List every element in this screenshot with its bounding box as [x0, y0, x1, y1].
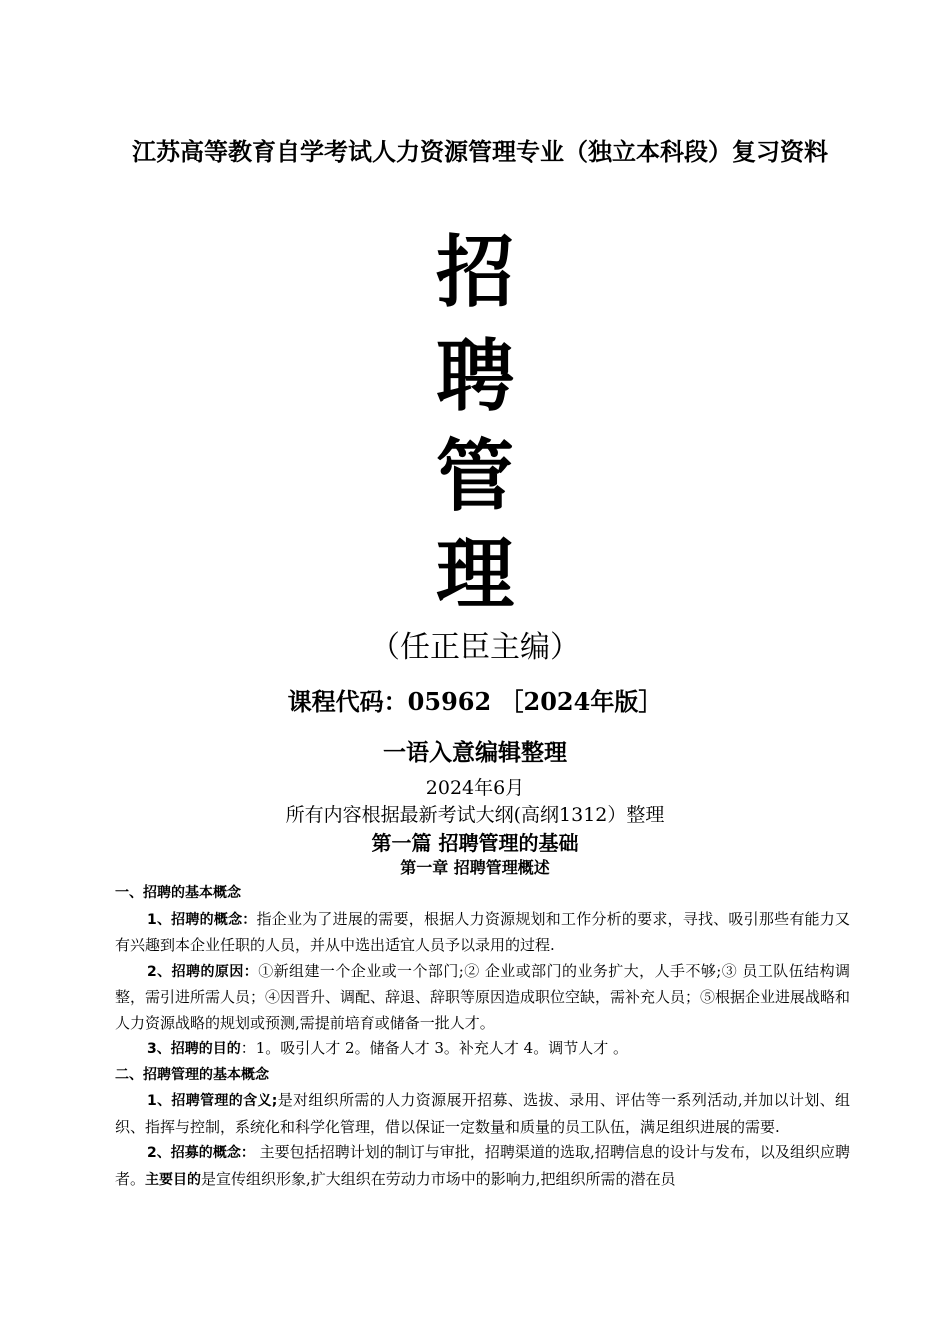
chapter-title: 第一章 招聘管理概述 — [400, 858, 550, 877]
term-label: 1、招聘管理的含义; — [147, 1093, 278, 1109]
big-title-char-2: 聘 — [435, 332, 514, 422]
term-label: 2、招聘的原因： — [147, 963, 259, 980]
big-title-char-4: 理 — [435, 530, 514, 620]
editor-line: （任正臣主编） — [370, 630, 580, 665]
term-text: 是对组织所需的人力资源展开招募、选拔、录用、评估等一系列活动,并加以计划、组织、指挥与控制，系统化和科学化管理，借以保证一定数量和质量的员工队伍，满足组织进展的需要. — [115, 1091, 850, 1136]
big-title-char-1: 招 — [435, 228, 514, 318]
section-heading: 一、招聘的基本概念 — [115, 885, 241, 901]
paragraph — [115, 959, 850, 1037]
syllabus-basis-line: 所有内容根据最新考试大纲(高纲1312）整理 — [285, 804, 665, 826]
course-code: 课程代码：05962 ［2024年版］ — [287, 687, 663, 716]
compiler-line: 一语入意编辑整理 — [383, 740, 567, 766]
term-text: 主要包括招聘计划的制订与审批，招聘渠道的选取,招聘信息的设计与发布，以及组织应聘者。 — [115, 1143, 850, 1188]
date-line: 2024年6月 — [425, 777, 525, 799]
term-label: 1、招聘的概念： — [147, 911, 257, 928]
term-text: ：1。吸引人才 2。储备人才 3。补充人才 4。调节人才 。 — [240, 1039, 628, 1057]
paragraph — [115, 1088, 850, 1140]
big-title-char-3: 管 — [435, 432, 514, 522]
body-text — [115, 881, 850, 1193]
term-label: 3、招聘的目的 — [147, 1041, 241, 1057]
paragraph — [115, 1140, 850, 1193]
term-label: 主要目的 — [145, 1171, 202, 1188]
paragraph — [115, 907, 850, 959]
term-text: 是宣传组织形象,扩大组织在劳动力市场中的影响力,把组织所需的潜在员 — [201, 1169, 676, 1188]
term-text: 指企业为了进展的需要，根据人力资源规划和工作分析的要求，寻找、吸引那些有能力又有兴趣到本企业任职的人员，并从中选出适宜人员予以录用的过程. — [115, 909, 850, 954]
paragraph — [115, 1036, 850, 1063]
term-text: ①新组建一个企业或一个部门;② 企业或部门的业务扩大，人手不够;③ 员工队伍结构调整，需引进所需人员；④因晋升、调配、辞退、辞职等原因造成职位空缺，需补充人员；⑤根据企业进展战略和人力资源战略的规划或预测,需提前培育或储备一批人才。 — [115, 961, 851, 1032]
part-title: 第一篇 招聘管理的基础 — [371, 831, 579, 855]
section-heading: 二、招聘管理的基本概念 — [115, 1066, 269, 1083]
document-title: 江苏高等教育自学考试人力资源管理专业（独立本科段）复习资料 — [132, 138, 828, 166]
term-label: 2、招募的概念： — [147, 1145, 255, 1161]
